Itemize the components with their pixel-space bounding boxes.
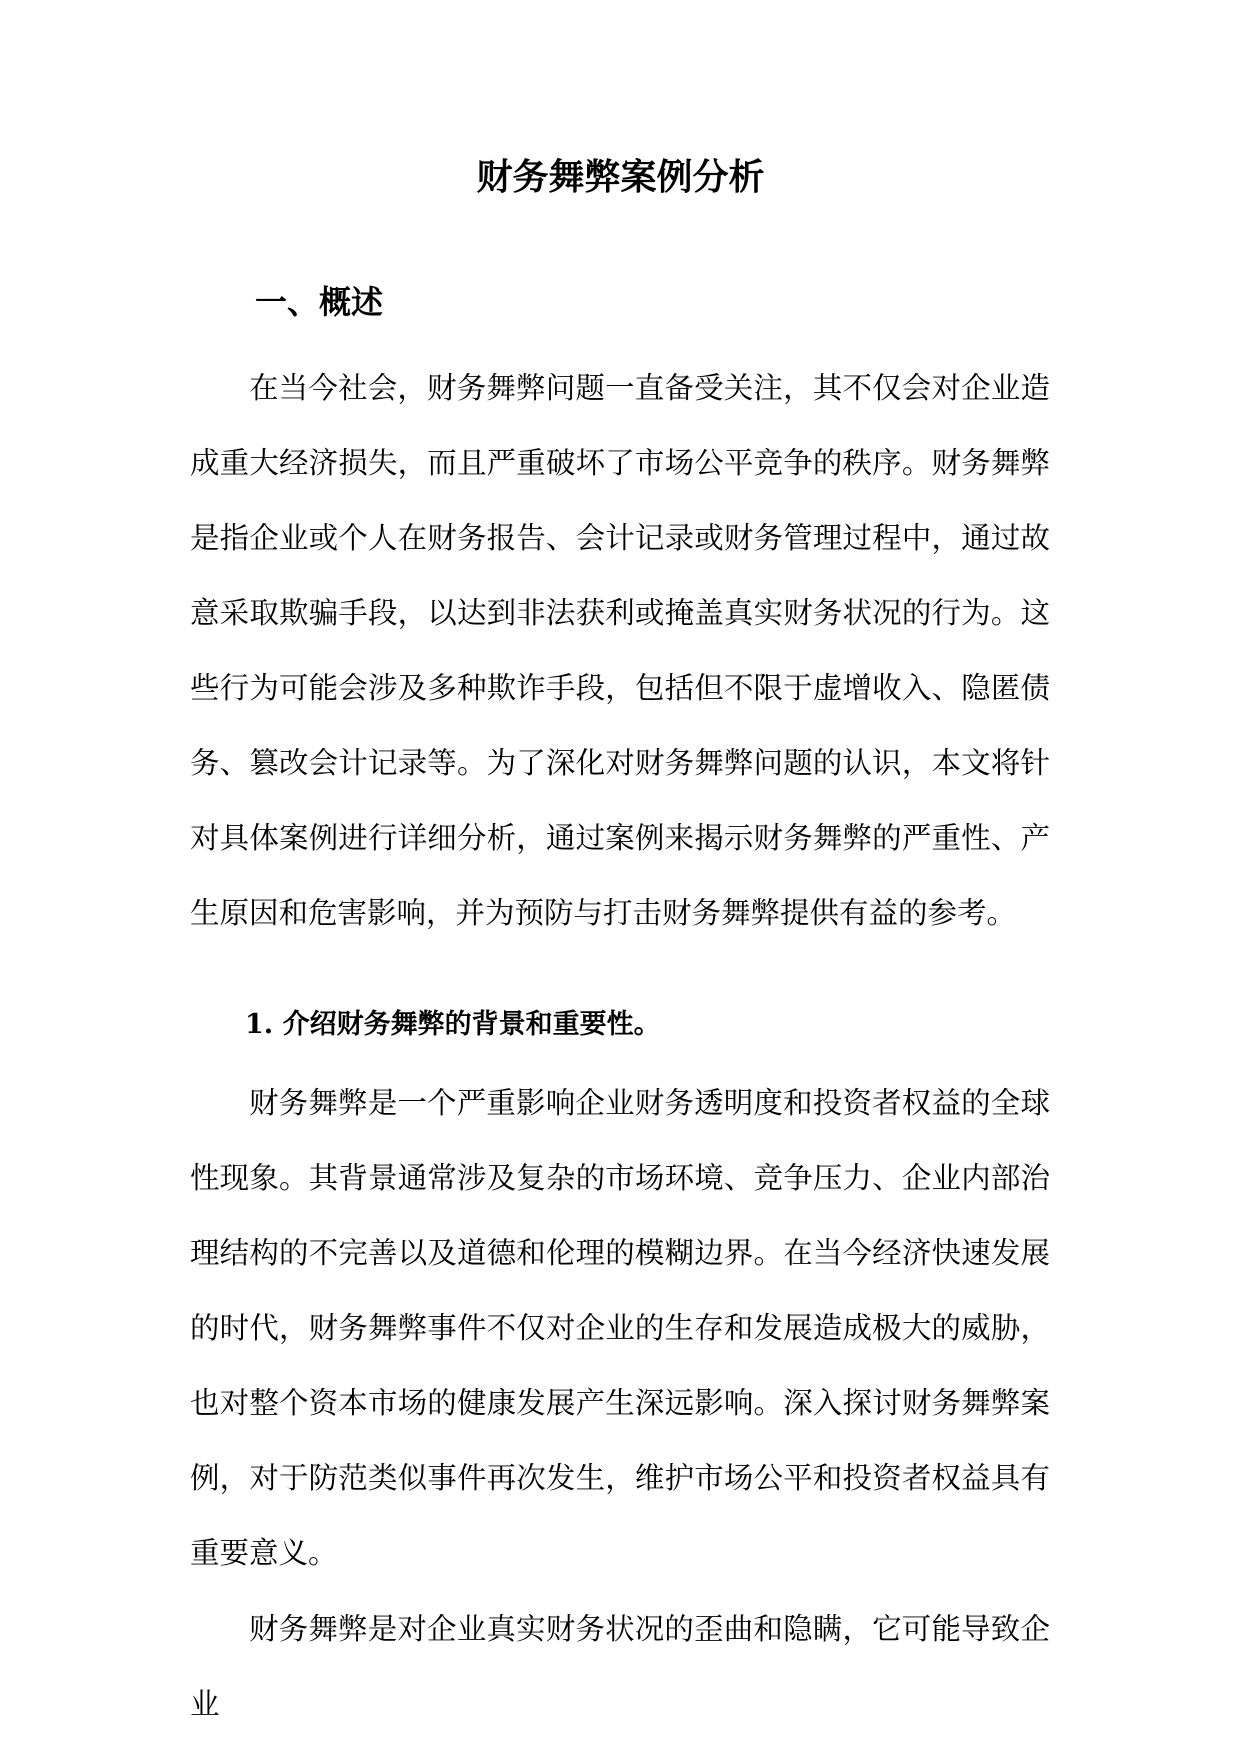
- section-heading: 一、概述: [255, 283, 384, 321]
- paragraph-background: 财务舞弊是一个严重影响企业财务透明度和投资者权益的全球性现象。其背景通常涉及复杂的市场环境、竞争压力、企业内部治理结构的不完善以及道德和伦理的模糊边界。在当今经济快速发展的时代，财务舞弊事件不仅对企业的生存和发展造成极大的威胁，也对整个资本市场的健康发展产生深远影响。深入探讨财务舞弊案例，对于防范类似事件再次发生，维护市场公平和投资者权益具有重要意义。: [190, 1086, 1050, 1570]
- subsection-heading: 1. 介绍财务舞弊的背景和重要性。: [245, 1009, 661, 1040]
- paragraph-continuation: 财务舞弊是对企业真实财务状况的歪曲和隐瞒，它可能导致企业: [190, 1612, 1050, 1721]
- document-title: 财务舞弊案例分析: [476, 156, 765, 198]
- paragraph-overview: 在当今社会，财务舞弊问题一直备受关注，其不仅会对企业造成重大经济损失，而且严重破坏了市场公平竞争的秩序。财务舞弊是指企业或个人在财务报告、会计记录或财务管理过程中，通过故意采取欺骗手段，以达到非法获利或掩盖真实财务状况的行为。这些行为可能会涉及多种欺诈手段，包括但不限于虚增收入、隐匿债务、篡改会计记录等。为了深化对财务舞弊问题的认识，本文将针对具体案例进行详细分析，通过案例来揭示财务舞弊的严重性、产生原因和危害影响，并为预防与打击财务舞弊提供有益的参考。: [190, 371, 1050, 930]
